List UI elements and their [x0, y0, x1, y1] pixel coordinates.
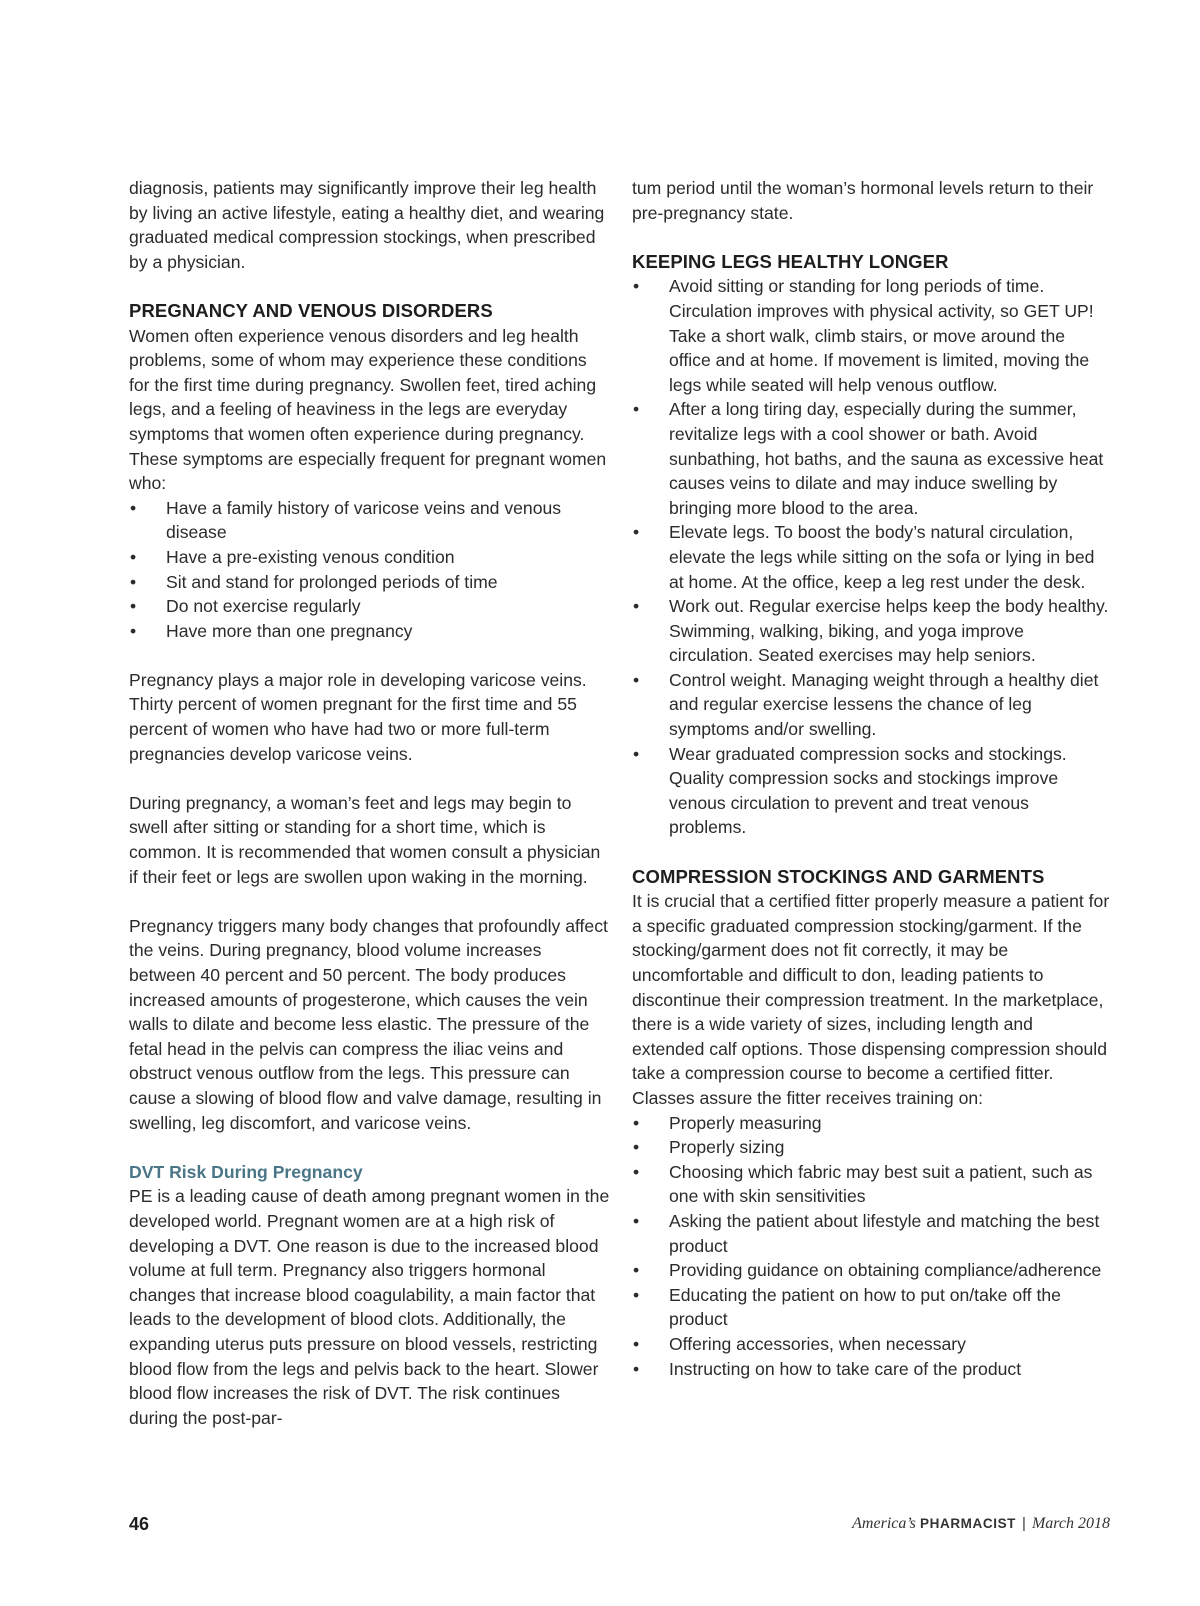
- bullet-icon: •: [130, 546, 137, 567]
- list-item: • Wear graduated compression socks and stockings. Quality compression socks and stockings improve venous circulation to prevent and treat venous problems.: [633, 743, 1067, 838]
- list-item: • After a long tiring day, especially during the summer, revitalize legs with a cool shower or bath. Avoid sunbathing, hot baths, and the sauna as excessive heat causes veins to dilate and may induce swelling by bringing more blood to the area.: [633, 399, 1104, 518]
- bullet-icon: •: [633, 1112, 640, 1133]
- right-column: [632, 176, 1110, 1381]
- keeping-legs-heading: KEEPING LEGS HEALTHY LONGER: [632, 250, 949, 272]
- list-item: • Properly measuring: [632, 1111, 1110, 1136]
- pregnancy-heading: PREGNANCY AND VENOUS DISORDERS: [129, 299, 493, 321]
- keeping-legs-list: [632, 274, 1110, 840]
- list-item: • Do not exercise regularly: [129, 594, 611, 619]
- pregnancy-risk-list: [129, 496, 611, 644]
- bullet-icon: •: [633, 596, 640, 617]
- publication-footer: [852, 1515, 1110, 1533]
- list-item: • Sit and stand for prolonged periods of time: [129, 570, 611, 595]
- body-changes-paragraph: Pregnancy triggers many body changes that profoundly affect the veins. During pregnancy, blood volume increases between 40 percent and 50 percent. The body produces increased amounts of progesterone, which causes the vein walls to dilate and become less elastic. The pressure of the fetal head in the pelvis can compress the iliac veins and obstruct venous outflow from the legs. This pressure can cause a slowing of blood flow and valve damage, resulting in swelling, leg discomfort, and varicose veins.: [129, 915, 608, 1133]
- list-item: • Have a pre-existing venous condition: [129, 545, 611, 570]
- training-list: [632, 1111, 1110, 1382]
- bullet-icon: •: [130, 620, 137, 641]
- publication-name: PHARMACIST: [920, 1516, 1017, 1531]
- list-item: • Have more than one pregnancy: [129, 619, 611, 644]
- bullet-icon: •: [633, 1284, 640, 1305]
- swelling-paragraph: During pregnancy, a woman’s feet and legs may begin to swell after sitting or standing for a short time, which is common. It is recommended that women consult a physician if their feet or legs are swollen upon waking in the morning.: [129, 792, 601, 887]
- dvt-paragraph: PE is a leading cause of death among pregnant women in the developed world. Pregnant women are at a high risk of developing a DVT. One reason is due to the increased blood volume at full term. Pregnancy also triggers hormonal changes that increase blood coagulability, a main factor that leads to the development of blood clots. Additionally, the expanding uterus puts pressure on blood vessels, restricting blood flow from the legs and pelvis back to the heart. Slower blood flow increases the risk of DVT. The risk continues during the post-par-: [129, 1186, 610, 1428]
- list-item: • Offering accessories, when necessary: [632, 1332, 1110, 1357]
- left-column: [129, 176, 611, 1430]
- bullet-icon: •: [633, 1358, 640, 1379]
- list-item: • Elevate legs. To boost the body’s natural circulation, elevate the legs while sitting on the sofa or lying in bed at home. At the office, keep a leg rest under the desk.: [633, 522, 1095, 592]
- issue-date: March 2018: [1031, 1515, 1110, 1532]
- bullet-icon: •: [130, 571, 137, 592]
- list-item: • Choosing which fabric may best suit a patient, such as one with skin sensitivities: [633, 1161, 1093, 1207]
- dvt-subheading: DVT Risk During Pregnancy: [129, 1161, 363, 1182]
- varicose-paragraph: Pregnancy plays a major role in developing varicose veins. Thirty percent of women pregnant for the first time and 55 percent of women who have had two or more full-term pregnancies develop varicose veins.: [129, 669, 587, 764]
- pregnancy-paragraph: Women often experience venous disorders and leg health problems, some of whom may experience these conditions for the first time during pregnancy. Swollen feet, tired aching legs, and a feeling of heaviness in the legs are everyday symptoms that women often experience during pregnancy. These symptoms are especially frequent for pregnant women who:: [129, 325, 607, 494]
- bullet-icon: •: [633, 1333, 640, 1354]
- bullet-icon: •: [633, 399, 640, 420]
- bullet-icon: •: [633, 1161, 640, 1182]
- bullet-icon: •: [633, 276, 640, 297]
- bullet-icon: •: [633, 669, 640, 690]
- list-item: • Properly sizing: [632, 1135, 1110, 1160]
- compression-heading: COMPRESSION STOCKINGS AND GARMENTS: [632, 865, 1045, 887]
- bullet-icon: •: [633, 1137, 640, 1158]
- bullet-icon: •: [130, 497, 137, 518]
- list-item: • Providing guidance on obtaining compliance/adherence: [632, 1258, 1110, 1283]
- bullet-icon: •: [633, 1260, 640, 1281]
- list-item: • Have a family history of varicose veins and venous disease: [130, 497, 562, 543]
- list-item: • Control weight. Managing weight through a healthy diet and regular exercise lessens the chance of leg symptoms and/or swelling.: [633, 669, 1099, 740]
- publication-prefix: America’s: [852, 1515, 916, 1532]
- bullet-icon: •: [633, 743, 640, 764]
- page-number: 46: [129, 1514, 150, 1534]
- list-item: • Asking the patient about lifestyle and matching the best product: [633, 1210, 1100, 1256]
- bullet-icon: •: [130, 596, 137, 617]
- list-item: • Work out. Regular exercise helps keep the body healthy. Swimming, walking, biking, and yoga improve circulation. Seated exercises may help seniors.: [633, 596, 1109, 666]
- list-item: • Avoid sitting or standing for long periods of time. Circulation improves with physical activity, so GET UP! Take a short walk, climb stairs, or move around the office and at home. If movement is limited, moving the legs while seated will help venous outflow.: [633, 276, 1094, 395]
- footer-separator: |: [1022, 1515, 1026, 1532]
- compression-paragraph: It is crucial that a certified fitter properly measure a patient for a specific graduated compression stocking/garment. If the stocking/garment does not fit correctly, it may be uncomfortable and difficult to don, leading patients to discontinue their compression treatment. In the marketplace, there is a wide variety of sizes, including length and extended calf options. Those dispensing compression should take a compression course to become a certified fitter. Classes assure the fitter receives training on:: [632, 891, 1110, 1108]
- list-item: • Instructing on how to take care of the product: [632, 1357, 1110, 1382]
- continuation-paragraph: tum period until the woman’s hormonal levels return to their pre-pregnancy state.: [632, 178, 1094, 223]
- list-item: • Educating the patient on how to put on/take off the product: [633, 1284, 1061, 1330]
- bullet-icon: •: [633, 1210, 640, 1231]
- intro-paragraph: diagnosis, patients may significantly improve their leg health by living an active lifestyle, eating a healthy diet, and wearing graduated medical compression stockings, when prescribed by a physician.: [129, 178, 605, 272]
- bullet-icon: •: [633, 522, 640, 543]
